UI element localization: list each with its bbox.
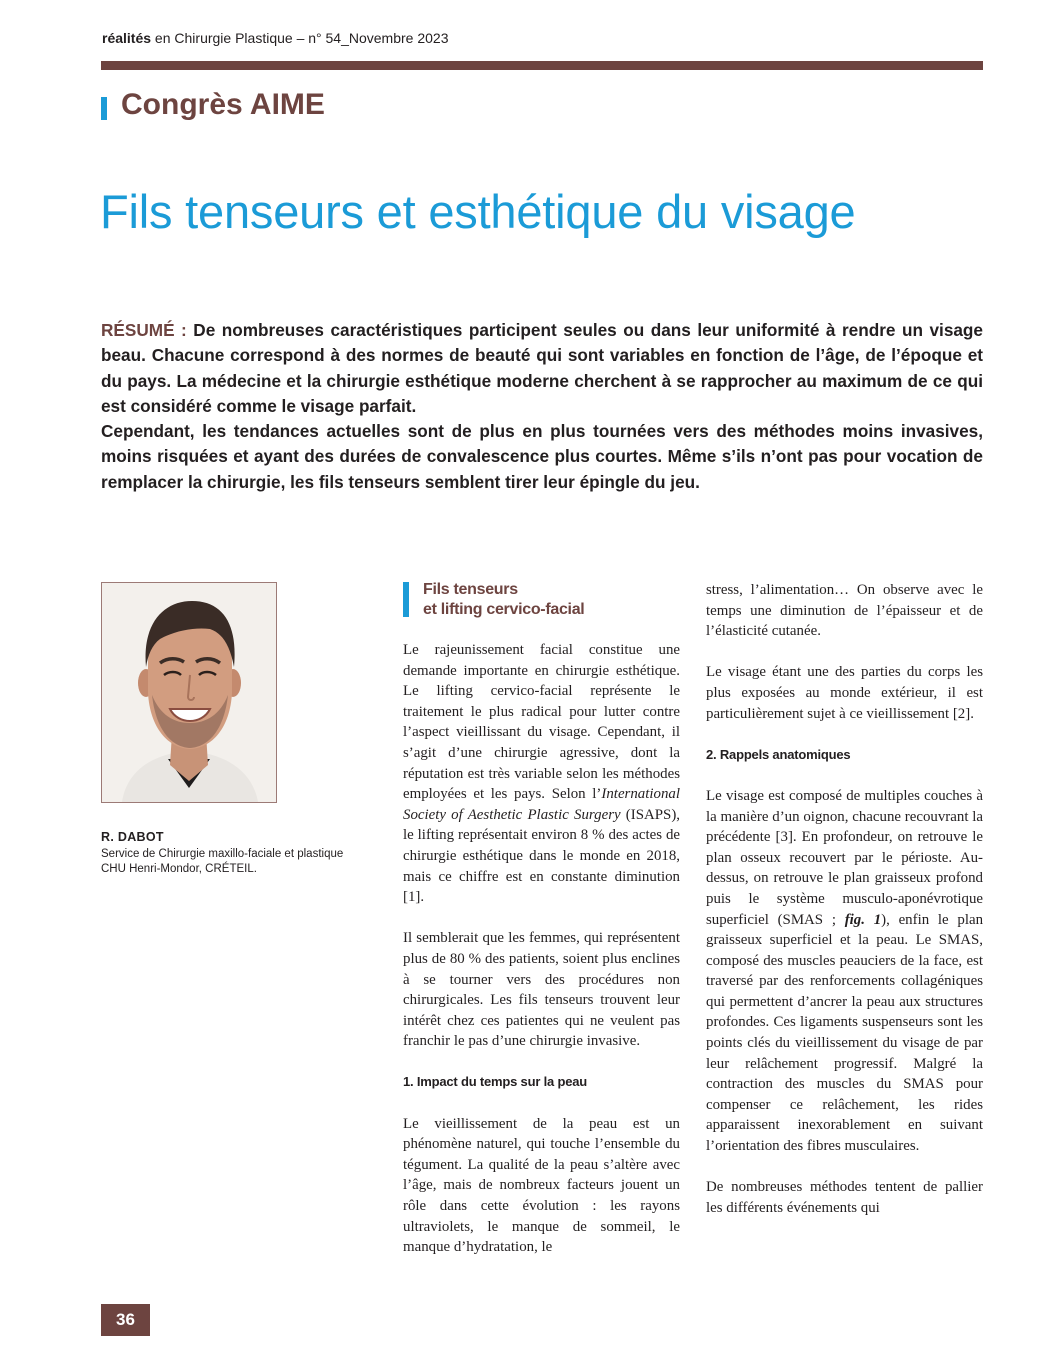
abstract-paragraph-2: Cependant, les tendances actuelles sont de plus en plus tournées vers des méthodes moins invasives, moins risquées et ayant des durées de convalescence plus courtes. Même s’ils n’ont pas pour vocation de remplacer la chirurgie, les fils tenseurs semblent tirer leur épingle du jeu. (101, 421, 983, 492)
header-rule (101, 61, 983, 70)
subheading-marker (403, 582, 409, 617)
section-marker (101, 97, 107, 120)
abstract-paragraph-1 (101, 318, 983, 419)
abstract-text-1: De nombreuses caractéristiques participent seules ou dans leur uniformité à rendre un visage beau. Chacune correspond à des normes de beauté qui sont variables en fonction de l’âge, de l’époque et du pays. La médecine et la chirurgie esthétique moderne cherchent à se rapprocher au maximum de ce qui est considéré comme le visage parfait. (101, 320, 983, 416)
journal-name: réalités (102, 30, 152, 46)
heading-anatomy: 2. Rappels anatomiques (706, 746, 851, 762)
body-paragraph: Il semblerait que les femmes, qui représentent plus de 80 % des patients, soient plus enclines à se tourner vers des procédures non chirurgicales. Les fils tenseurs trouvent leur intérêt chez ces patientes qui ne veulent pas franchir le pas d’une chirurgie invasive. (403, 930, 680, 1050)
body-text: Le visage est composé de multiples couches à la manière d’un oignon, chacune recouvrant la précédente [3]. En profondeur, on retrouve le plan osseux recouvert par le périoste. Au-dessus, on retrouve le plan graisseux profond puis le système musculo-aponévrotique superficiel (SMAS ; (706, 787, 983, 928)
author-affiliation-line-1: Service de Chirurgie maxillo-faciale et plastique (101, 848, 344, 860)
body-paragraph: Le vieillissement de la peau est un phénomène naturel, qui touche l’ensemble du tégument. La qualité de la peau s’altère avec l’âge, mais de nombreux facteurs jouent un rôle dans cette évolution : les rayons ultraviolets, le manque de sommeil, le manque d’hydratation, le (403, 1115, 680, 1256)
author-portrait-image (102, 583, 276, 802)
page-number: 36 (116, 1310, 135, 1329)
subheading (423, 580, 584, 620)
author-photo (101, 582, 277, 803)
abstract (101, 318, 983, 495)
author-affiliation-line-2: CHU Henri-Mondor, CRÉTEIL. (101, 863, 257, 875)
body-column-1 (403, 640, 680, 1278)
body-text: ), enfin le plan graisseux superficiel et la peau. Le SMAS, composé des muscles peauciers de la face, est traversé par des renforcements collagéniques qui permettent d’ancrer la peau aux structures profondes. Ces ligaments suspenseurs sont les points clés du vieillissement du visage de par leur relâchement progressif. Malgré la contraction des muscles du SMAS pour compenser ce relâchement, les rides apparaissent inexorablement en suivant l’orientation des fibres musculaires. (706, 911, 984, 1155)
body-paragraph: De nombreuses méthodes tentent de pallier les différents événements qui (706, 1179, 983, 1216)
body-column-2 (706, 580, 983, 1239)
journal-issue: en Chirurgie Plastique – n° 54_Novembre 2023 (151, 30, 449, 46)
body-paragraph: stress, l’alimentation… On observe avec le temps une diminution de l’épaisseur et de l’élasticité cutanée. (706, 582, 983, 640)
heading-impact: 1. Impact du temps sur la peau (403, 1074, 587, 1090)
article-title: Fils tenseurs et esthétique du visage (100, 185, 856, 238)
body-text-italic: International Society of Aesthetic Plastic Surgery (403, 786, 680, 823)
figure-reference: fig. 1 (844, 911, 882, 928)
body-paragraph: Le visage étant une des parties du corps les plus exposées au monde extérieur, il est particulièrement sujet à ce vieillissement [2]. (706, 664, 983, 722)
subheading-line-1: Fils tenseurs (423, 581, 518, 598)
section-title: Congrès AIME (121, 88, 325, 121)
subheading-line-2: et lifting cervico-facial (423, 601, 585, 618)
body-paragraph (403, 640, 680, 908)
page-number-box (101, 1304, 150, 1336)
body-text: (ISAPS), le lifting représentait environ 8 % des actes de chirurgie esthétique dans le monde en 2018, mais ce chiffre est en constante diminution [1]. (403, 806, 681, 906)
author-name: R. DABOT (101, 830, 164, 844)
body-text: Le rajeunissement facial constitue une demande importante en chirurgie esthétique. Le lifting cervico-facial représente le traitement le plus radical pour lutter contre l’aspect vieillissant du visage. Cependant, il s’agit d’une chirurgie agressive, dont la réputation est très variable selon les méthodes employées et les pays. Selon l’ (403, 642, 680, 803)
body-paragraph (706, 786, 983, 1157)
abstract-label: RÉSUMÉ : (101, 320, 187, 340)
running-header (102, 30, 449, 46)
